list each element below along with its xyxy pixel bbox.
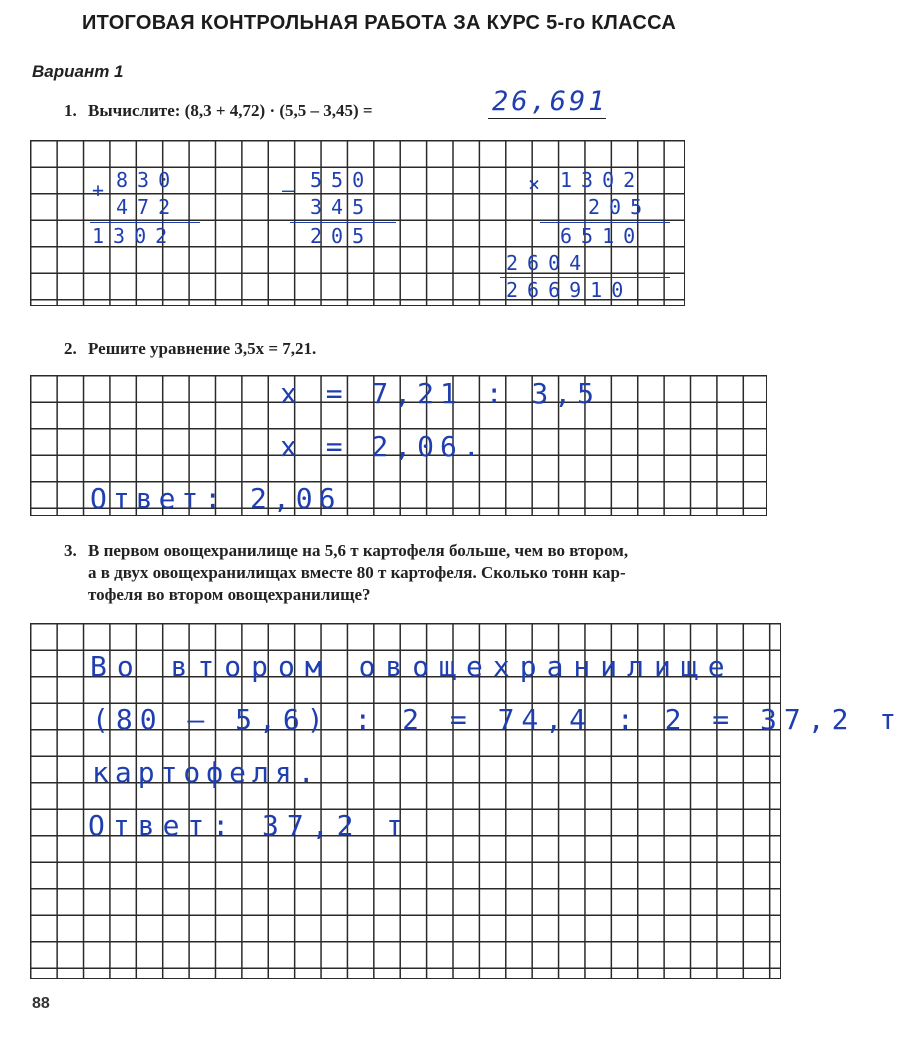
subtraction-row-1: 550: [310, 168, 374, 192]
task-3-statement: [64, 540, 784, 606]
equation-answer: Ответ: 2,06: [90, 482, 342, 515]
equation-step-1: x = 7,21 : 3,5: [280, 377, 601, 410]
addition-result: 1302: [92, 224, 177, 248]
page-number: 88: [32, 995, 50, 1012]
solution-answer: Ответ: 37,2 т: [88, 809, 412, 842]
subtraction-row-2: 345: [310, 195, 374, 219]
subtraction-rule: [290, 222, 396, 223]
subtraction-sign: –: [282, 178, 304, 202]
multiplication-partial-2: 2604: [506, 251, 591, 275]
task-2-statement: [64, 338, 316, 360]
task-1-answer: 26,691: [492, 86, 608, 117]
addition-rule: [90, 222, 200, 223]
task-2-text: Решите уравнение 3,5x = 7,21.: [88, 339, 317, 358]
solution-line-3: картофеля.: [92, 756, 321, 789]
addition-row-2: 472: [116, 195, 180, 219]
task-3-number: 3.: [64, 541, 77, 560]
multiplication-row-2: 205: [588, 195, 652, 219]
multiplication-partial-1: 6510: [560, 224, 645, 248]
solution-line-1: Во втором овощехранилище: [90, 650, 735, 683]
variant-label: Вариант 1: [32, 62, 124, 81]
solution-line-2: (80 – 5,6) : 2 = 74,4 : 2 = 37,2 т: [92, 703, 903, 736]
task-3-line-2: а в двух овощехранилищах вместе 80 т картофеля. Сколько тонн кар-: [88, 563, 626, 582]
multiplication-rule-1: [540, 222, 670, 223]
task-2-number: 2.: [64, 339, 77, 358]
task-1-statement: [64, 100, 373, 122]
task-3-line-1: 3. В первом овощехранилище на 5,6 т картофеля больше, чем во втором,: [64, 541, 629, 560]
addition-sign: +: [92, 178, 114, 202]
task-1-text: Вычислите: (8,3 + 4,72) · (5,5 – 3,45) =: [88, 101, 373, 120]
equation-step-2: x = 2,06.: [280, 430, 486, 463]
multiplication-row-1: 1302: [560, 168, 645, 192]
task-1-answer-line: [488, 118, 606, 119]
subtraction-result: 205: [310, 224, 374, 248]
multiplication-result: 266910: [506, 278, 633, 302]
addition-row-1: 830: [116, 168, 180, 192]
task-1-number: 1.: [64, 101, 77, 120]
page-title: ИТОГОВАЯ КОНТРОЛЬНАЯ РАБОТА ЗА КУРС 5-го КЛАССА: [82, 12, 677, 34]
multiplication-sign: ×: [528, 172, 550, 196]
task-3-line-3: тофеля во втором овощехранилище?: [88, 585, 371, 604]
